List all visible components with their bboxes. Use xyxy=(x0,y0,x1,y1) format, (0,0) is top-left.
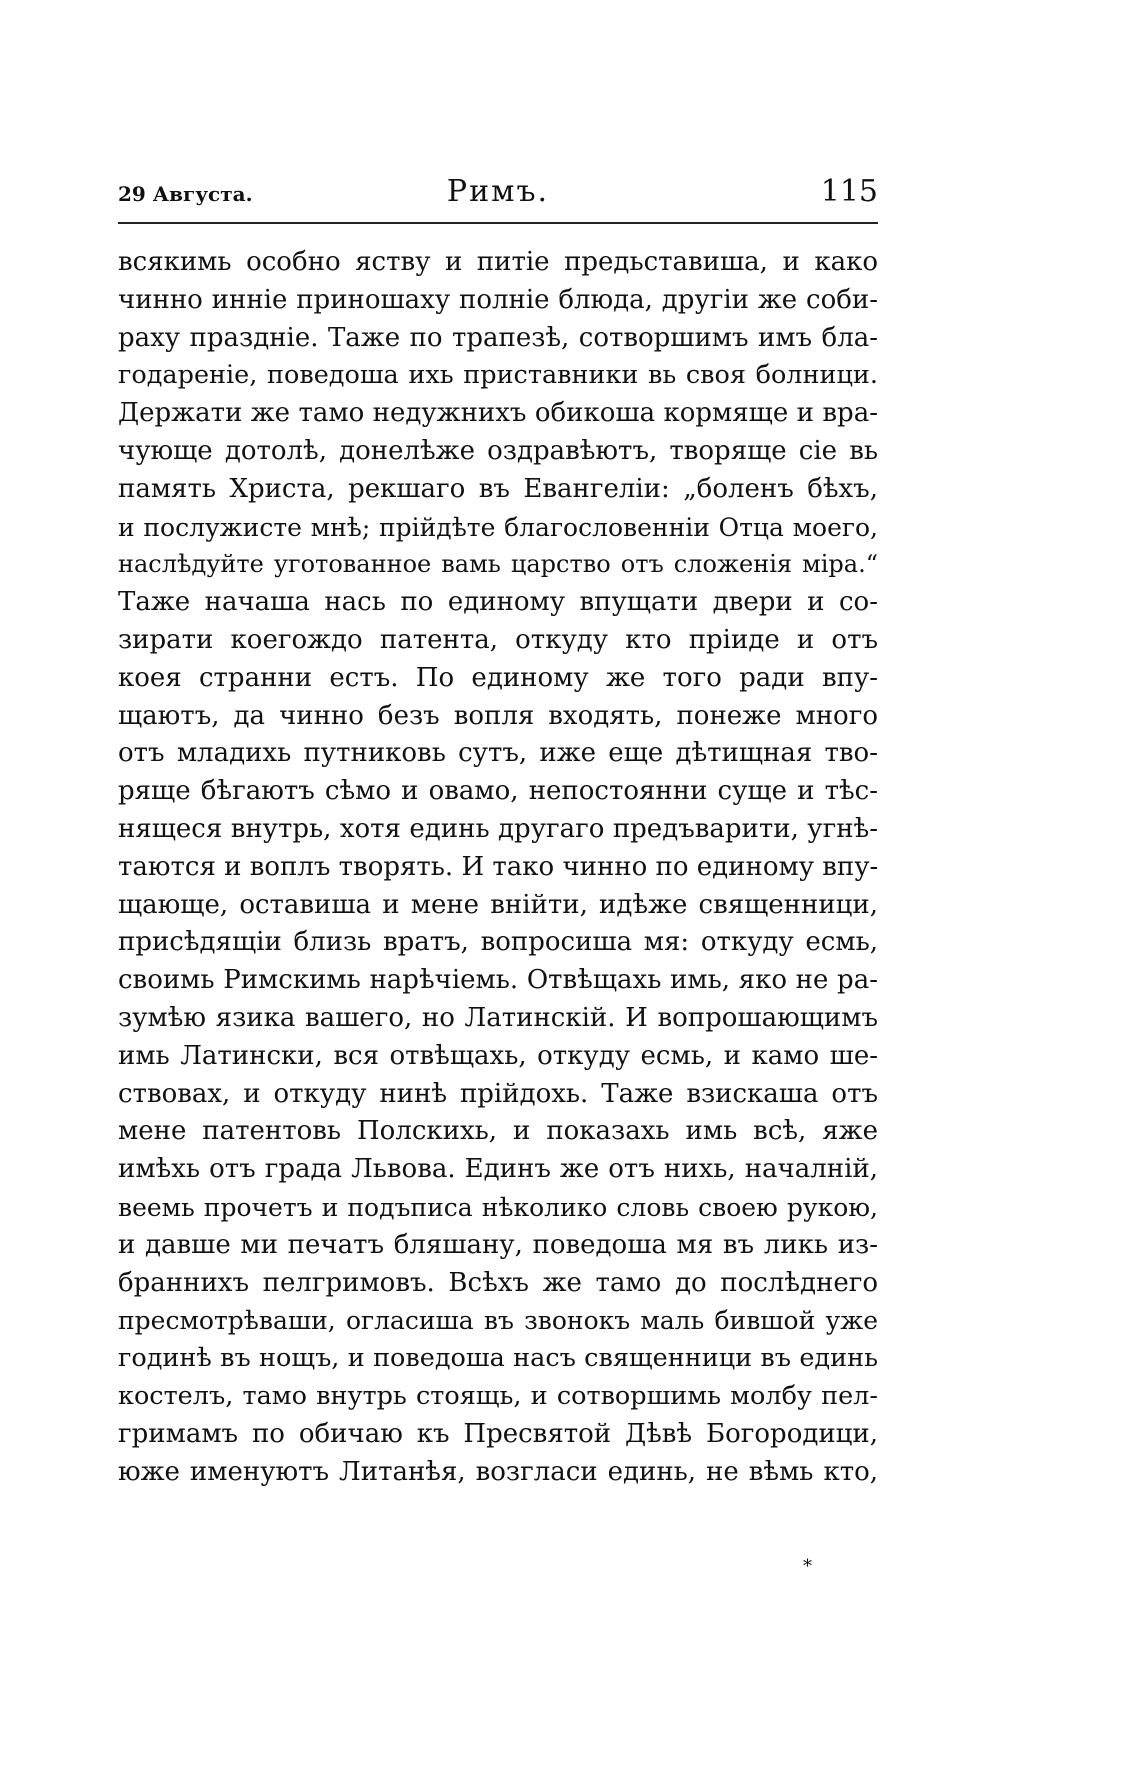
text-line: присѣдящіи близь вратъ, вопросиша мя: откуду есмь, xyxy=(118,927,878,958)
page-number: 115 xyxy=(820,174,878,209)
text-line: мене патентовь Полскихь, и показахь имь всѣ, яже xyxy=(118,1116,878,1147)
text-line: щаютъ, да чинно безъ вопля входять, понеже много xyxy=(118,700,878,731)
text-line: чинно инніе приношаху полніе блюда, другіи же соби- xyxy=(118,284,878,315)
text-line: костелъ, тамо внутрь стоящь, и сотворшимь молбу пел- xyxy=(118,1380,878,1411)
text-line: чующе дотолѣ, донелѣже оздравѣютъ, творяще сіе вь xyxy=(118,435,878,466)
text-line: юже именуютъ Литанѣя, возгласи единь, не вѣмь кто, xyxy=(118,1456,878,1487)
running-header xyxy=(118,172,878,222)
text-line: веемь прочетъ и подъписа нѣколико словь своею рукою, xyxy=(118,1192,878,1222)
text-line: наслѣдуйте уготованное вамь царство отъ сложенія міра.“ xyxy=(118,550,878,579)
text-line: зирати коегождо патента, откуду кто пріиде и отъ xyxy=(118,624,878,655)
text-line: зумѣю язика вашего, но Латинскій. И вопрошающимъ xyxy=(118,1002,878,1033)
text-line: Держати же тамо недужнихъ обикоша кормяще и вра- xyxy=(118,398,878,429)
body-text xyxy=(118,244,878,1491)
text-line: и давше ми печатъ бляшану, поведоша мя въ ликь из- xyxy=(118,1229,878,1260)
text-line: своимь Римскимь нарѣчіемь. Отвѣщахь имь, яко не ра- xyxy=(118,965,878,996)
text-line: отъ младихь путниковь сутъ, иже еще дѣтищная тво- xyxy=(118,738,878,769)
text-line: Таже начаша нась по единому впущати двери и со- xyxy=(118,587,878,618)
text-line: память Христа, рекшаго въ Евангеліи: „боленъ бѣхъ, xyxy=(118,473,878,504)
footer-mark: * xyxy=(803,1556,812,1577)
text-line: пресмотрѣваши, огласиша въ звонокъ маль бившой уже xyxy=(118,1306,878,1336)
header-rule xyxy=(118,222,878,224)
text-line: и послужисте мнѣ; прійдѣте благословенніи Отца моего, xyxy=(118,512,878,542)
text-line: имь Латински, вся отвѣщахь, откуду есмь, и камо ше- xyxy=(118,1040,878,1071)
text-line: щающе, оставиша и мене внійти, идѣже священници, xyxy=(118,889,878,920)
text-line: ствовах, и откуду нинѣ прійдохь. Таже взискаша отъ xyxy=(118,1078,878,1109)
text-line: имѣхь отъ града Львова. Единъ же отъ нихь, началній, xyxy=(118,1154,878,1185)
text-line: раху праздніе. Таже по трапезѣ, сотворшимъ имъ бла- xyxy=(118,322,878,353)
text-line: таются и воплъ творять. И тако чинно по единому впу- xyxy=(118,851,879,882)
text-line: ряще бѣгаютъ сѣмо и овамо, непостоянни суще и тѣс- xyxy=(118,776,878,807)
text-line: гримамъ по обичаю къ Пресвятой Дѣвѣ Богородици, xyxy=(118,1418,878,1449)
text-line: нящеся внутрь, хотя единь другаго предъварити, угнѣ- xyxy=(118,813,878,844)
header-date: 29 Августа. xyxy=(118,182,253,206)
text-line: годареніе, поведоша ихь приставники вь своя болници. xyxy=(118,360,878,391)
header-title: Римъ. xyxy=(446,174,550,209)
text-line: всякимь особно яству и питіе предьставиша, и како xyxy=(118,247,878,277)
text-line: коея странни естъ. По единому же того ради впу- xyxy=(118,662,878,693)
text-line: годинѣ въ нощъ, и поведоша насъ священници въ единь xyxy=(118,1343,878,1374)
text-line: браннихъ пелгримовъ. Всѣхъ же тамо до послѣднего xyxy=(118,1267,878,1298)
